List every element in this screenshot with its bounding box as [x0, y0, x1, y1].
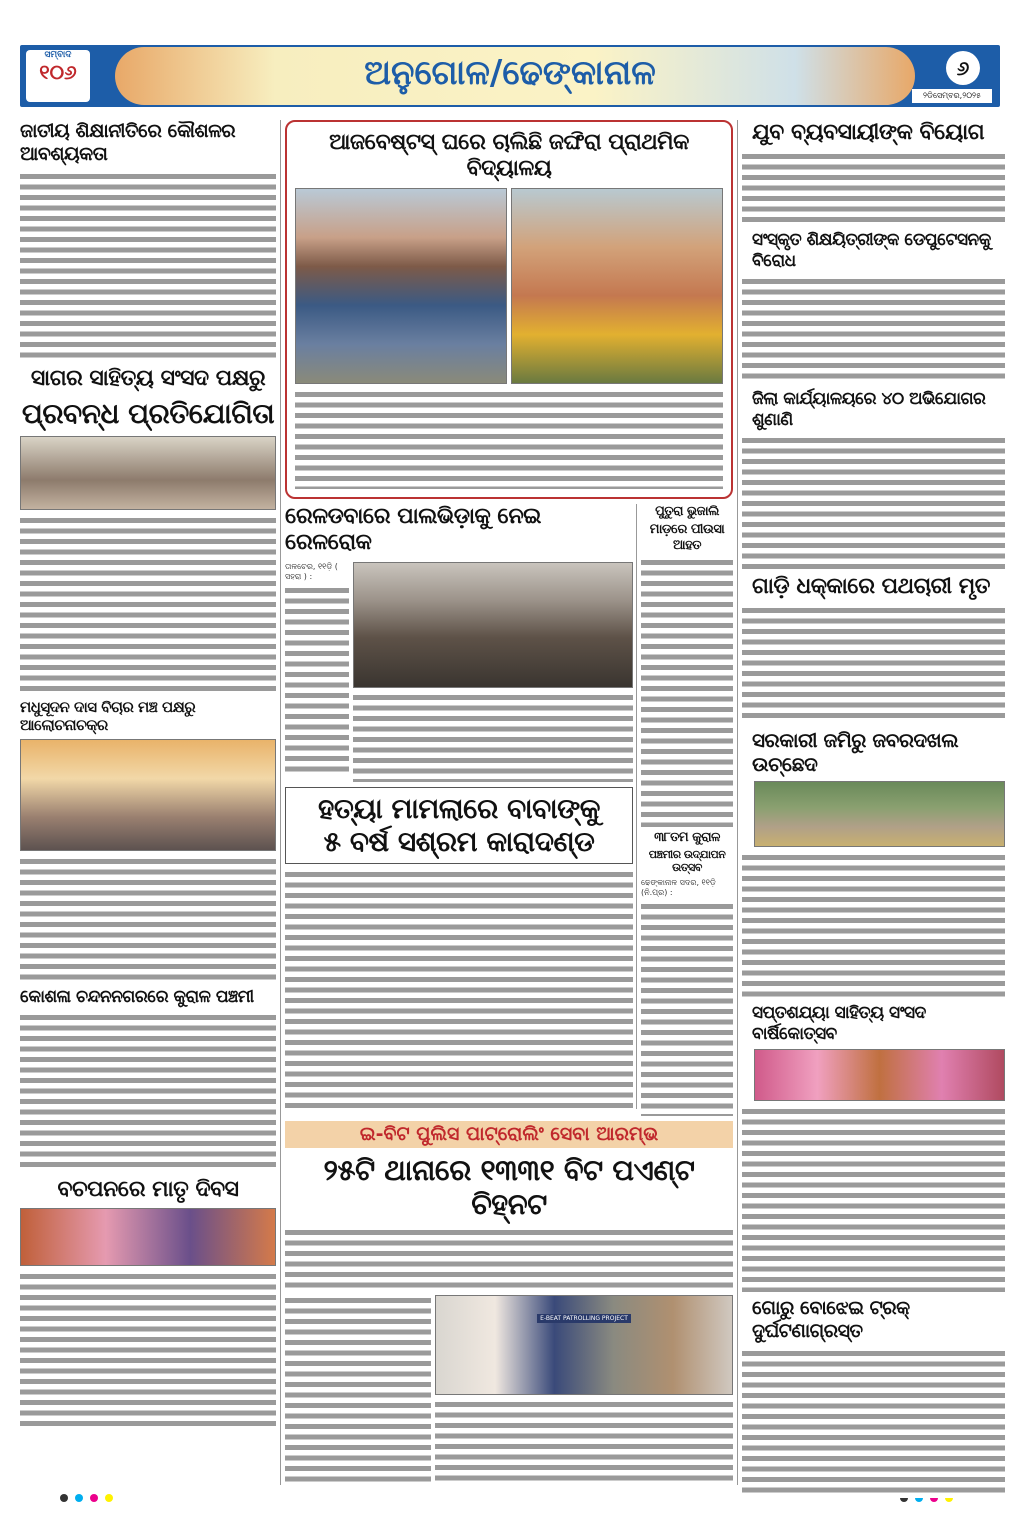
dateline: ତାଳଚେର, ୧୧ଡ଼ି ( ସହରା ) : — [285, 561, 338, 581]
headline: ସାଗର ସାହିତ୍ୟ ସଂସଦ ପକ୍ଷରୁ — [30, 365, 266, 391]
photo-encroachment-eviction — [754, 781, 1005, 847]
article-body — [285, 1295, 431, 1485]
article-body — [641, 557, 733, 827]
article-body — [742, 276, 1005, 384]
headline: ହତ୍ୟା ମାମଲାରେ ବାବାଙ୍କୁ — [318, 791, 600, 825]
article-body — [20, 515, 276, 693]
registration-mark — [60, 1494, 68, 1502]
murder-story-box — [285, 787, 633, 864]
article-body — [20, 1012, 276, 1172]
headline: ପୁତୁରା ଭୁଜାଲି — [655, 503, 719, 519]
headline: ଜିଲା କାର୍ଯ୍ୟାଳୟରେ ୪୦ ଅଭିଯୋଗର ଶୁଣାଣି — [752, 389, 986, 430]
headline: ସରକାରୀ ଜମିରୁ ଜବରଦଖଲ ଉଚ୍ଛେଦ — [752, 728, 959, 777]
masthead-banner — [20, 45, 1000, 107]
article-body — [285, 869, 633, 1109]
headline: ପ୍ରବନ୍ଧ ପ୍ରତିଯୋଗିତା — [21, 396, 275, 430]
article-body — [742, 605, 1005, 723]
headline: କୋଶଳା ଚନ୍ଦନନଗରରେ କୁରାଳ ପଞ୍ଚମୀ — [20, 986, 254, 1007]
headline: ଗାଡ଼ି ଧକ୍କାରେ ପଥଚାରୀ ମୃତ — [752, 573, 990, 599]
lead-headline: ଆଜବେଷ୍ଟସ୍ ଘରେ ଚାଲିଛି ଜଙ୍ଘିରା ପ୍ରାଥମିକ ବିଦ୍ୟାଳୟ — [329, 130, 689, 182]
registration-marks — [60, 1494, 113, 1502]
photo-annual-function — [754, 1049, 1005, 1101]
article-body — [742, 1348, 1005, 1498]
headline: ୩୮ତମ କୁରାଳ — [654, 829, 720, 845]
left-column — [20, 120, 280, 1431]
middle-column — [280, 120, 738, 1485]
photo-police-launch — [435, 1295, 733, 1395]
headline: ବଚପନରେ ମାତୃ ଦିବସ — [57, 1176, 239, 1202]
headline: ୫ ବର୍ଷ ସଶ୍ରମ କାରାଦଣ୍ଡ — [323, 825, 595, 859]
headline: ଗୋରୁ ବୋଝେଇ ଟ୍ରକ୍ ଦୁର୍ଘଟଣାଗ୍ରସ୍ତ — [752, 1297, 910, 1342]
article-body — [285, 585, 349, 775]
headline: ଜାତୀୟ ଶିକ୍ଷାନୀତିରେ କୌଶଳର ଆବଶ୍ୟକତା — [20, 120, 236, 165]
article-body — [742, 151, 1005, 225]
photo-school-building — [295, 188, 507, 384]
photo-seminar — [20, 739, 276, 851]
headline: ମାଡ଼ରେ ପୀଉସା ଆହତ — [649, 522, 725, 553]
right-column — [738, 120, 1005, 1498]
headline: ପଞ୍ଚମୀର ଉଦ୍ଯାପନ ଉତ୍ସବ — [648, 848, 726, 875]
photo-school-corridor — [511, 188, 723, 384]
photo-essay-competition — [20, 436, 276, 510]
article-body — [742, 852, 1005, 998]
banner-text: E-BEAT PATROLLING PROJECT — [537, 1314, 631, 1323]
article-body — [295, 389, 723, 489]
section-title: ଅନୁଗୋଳ/ଢେଙ୍କାନାଳ — [364, 53, 656, 93]
logo-name: ସମ୍ବାଦ — [44, 50, 72, 60]
newspaper-logo — [26, 50, 90, 102]
lead-story-box — [285, 120, 733, 499]
article-body — [641, 901, 733, 1116]
headline: ସପ୍ତଶଯ୍ୟା ସାହିତ୍ୟ ସଂସଦ ବାର୍ଷିକୋତ୍ସବ — [752, 1003, 926, 1044]
page-columns — [20, 120, 1005, 1498]
mid-left-stories — [285, 504, 637, 1109]
mid-side-stories — [641, 504, 733, 1116]
article-body — [20, 856, 276, 982]
headline: ସଂସ୍କୃତ ଶିକ୍ଷୟିତ୍ରୀଙ୍କ ଡେପୁଟେସନକୁ ବିରୋଧ — [752, 230, 991, 271]
headline: ୨୫ଟି ଥାନାରେ ୧୩୩୧ ବିଟ ପଏଣ୍ଟ ଚିହ୍ନଟ — [323, 1152, 695, 1222]
issue-date: ୨ଡିସେମ୍ବର,୨୦୨୫ — [912, 89, 992, 103]
article-body — [742, 1106, 1005, 1292]
article-body — [435, 1399, 733, 1485]
article-body — [353, 692, 633, 782]
registration-mark — [90, 1494, 98, 1502]
photo-mothers-day — [20, 1208, 276, 1266]
kicker: ଇ-ବିଟ ପୁଲିସ ପାଟ୍ରୋଲିଂ ସେବା ଆରମ୍ଭ — [285, 1121, 733, 1148]
dateline: ଢେଙ୍କାନାଳ ସଦର, ୧୧ଡ଼ି (ନି.ପ୍ର) : — [641, 877, 716, 897]
registration-mark — [105, 1494, 113, 1502]
headline: ଯୁବ ବ୍ୟବସାୟୀଙ୍କ ବିୟୋଗ — [752, 120, 985, 145]
headline: ମଧୁସୂଦନ ଦାସ ବିଚାର ମଞ୍ଚ ପକ୍ଷରୁ ଆଲୋଚନାଚକ୍ର — [20, 697, 196, 734]
photo-rail-roko-protest — [353, 562, 633, 688]
article-body — [742, 435, 1005, 569]
page-number: ୬ — [946, 51, 980, 85]
headline: ରେଳଡବାରେ ପାଲଭିଡ଼ାକୁ ନେଇ ରେଳରୋକ — [285, 503, 541, 556]
mid-section — [285, 504, 733, 1116]
article-body — [285, 1227, 733, 1290]
logo-number: ୧୦୬ — [39, 60, 77, 84]
registration-mark — [75, 1494, 83, 1502]
article-body — [20, 171, 276, 361]
article-body — [20, 1271, 276, 1431]
